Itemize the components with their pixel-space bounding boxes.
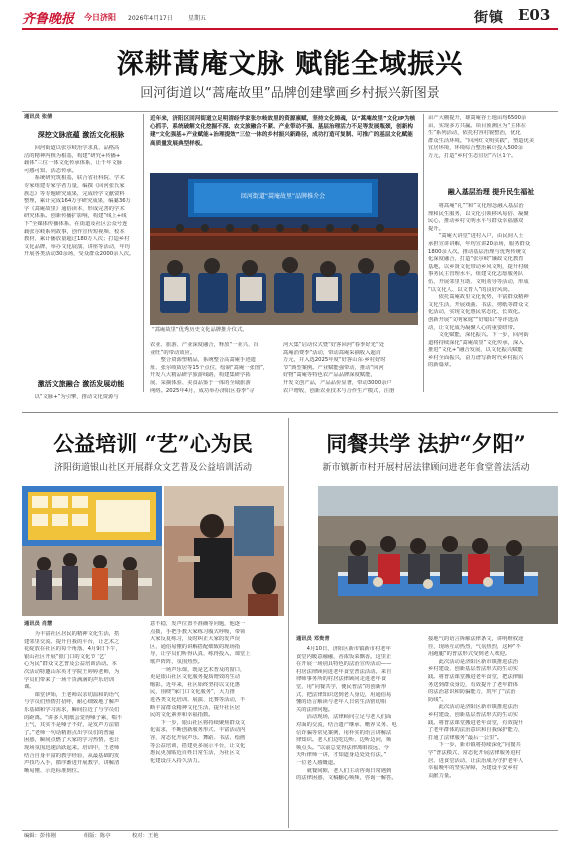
footer-layout: 组版：陈亭 — [84, 833, 111, 839]
story2-subheadline: 济阳街道银山社区开展群众文艺普及公益培训活动 — [53, 463, 252, 473]
story1-subhead-2: 激活文旅融合 激活发展动能 — [37, 380, 125, 388]
footer-proofreader: 校对：王艳 — [132, 833, 159, 839]
masthead — [22, 4, 558, 30]
story1-mid-column-b: 河大集”启动仪式暨“好客回河”春季好光“处 蒿庵消费季”活动，带动蒿庵采摘收入超百 万元，并入选2025年度“好客山东·乡村好时 节”典型案例。产业赋能强带动，推动“回河 好物”蒿庵等特色农产品品牌深度赋能， 开发文创产品，产品品价显著，带动3000余户 农户增收，创新农业技术与合作生产模式，注册 — [283, 342, 395, 394]
story1-left-column-2: 以“文脉+”为引擎，推动文化资源与 — [24, 394, 119, 400]
issue-date: 2026年4月17日 — [128, 15, 173, 22]
story1-subhead-3: 融入基层治理 提升民生福祉 — [447, 188, 535, 196]
story3-column-b: 接地气的语言拆解法律条文，讲明维权途 径，现场互动热烈，气氛热烈，这种“不 用跑腿”的普法形式受到老人欢迎。 此次活动是济阳区新市镇推进法治 乡村建设、创新基层普法形式的生动实 践。将普法课堂搬进老年食堂，把法律服 务送到群众身边，有效提升了老年群体 的法治意识和防骗能力，筑牢了“法治 防线”。 此次活动是济阳区新市镇推进法治 乡村建设，创新基层普法形式的生动实 践。将普法课堂搬进老年食堂，有效提升 了老年群体的法治意识和自我保护能力， 打通了法律服务“最后一公里”。 下一步，新市镇将持续深化“同餐共 学”普法模式，常态化开展法律服务进村 居、进食堂活动，让法治成为守护老年人 幸福晚年的坚实屏障，为建设平安乡村 贡献力量。 — [428, 636, 524, 779]
story3-subheadline: 新市镇新市村开展村居法律顾问进老年食堂普法活动 — [322, 463, 530, 473]
column-divider — [143, 114, 144, 392]
lower-divider — [288, 418, 289, 828]
column-divider-right — [423, 114, 424, 392]
story1-subheadline: 回河街道以“蒿庵故里”品牌创建擘画乡村振兴新图景 — [140, 86, 440, 101]
section-rule — [22, 412, 558, 413]
headline-rule — [22, 111, 558, 112]
story1-lead: 近年来，济阳区回河街道立足明清经学家张尔岐故里的资源禀赋，坚持文化铸魂，以“蒿庵故里”文化IP为核心抓手，系统破解文化挖掘不深、农文旅融合不紧、产业带动不强、基层治理活力不足等发展瓶颈，创新构建“文化强基+产业赋能+治理提效”三位一体的乡村振兴新路径，成功打造可复制、可推广的基层文化赋能高质量发展典型样板。 — [150, 116, 416, 147]
story1-mid-column-a: 农业、旅游、产业深度融合，释放“一业兴、百 业旺”的带动效应。 整合资源塑精品，系统整合高蒿庵手迹遗 址、张尔岐故居等15个点位，绘制“蒿庵一张图”， 开发八大精品研学旅游线路，构建集研学拓 展、采摘体验、美食品鉴于一体的全域旅游 网络。2025年4月，成功举办济阳区春季“寻 — [150, 342, 269, 394]
story1-right-column-a: 亩产大棚提升，雄蒿庵谷土地亩均6500余 亩，实现多方共赢。项目预测区为“主体在 生”系列活动，依托村容村貌整治，优化 群众生活环境。“回河红文明实践”，塑造优美 宜居环境，环境综合整治累计投入500余 万元，打造“乡村生态宜居”片区1个。 — [428, 115, 535, 159]
story1-photo — [150, 173, 418, 325]
story2-column-b: 意不稳，发声位置不准确等问题，他逐一 点拨，手把手教大家练习腹式呼吸，带领 大家反复练习，及时纠正大家的发声误 区，通俗易懂的讲解搭配细致的现场指 导，让学员们听得认真、练得投入，课堂上 歌声阵阵，氛围热烈。 一场声乐课，既是艺术普及的窗口， 更是银山社区文化服务提质增效的生动 缩影。近年来，社区始终坚持以文化惠 民，围绕“家门口文化服务”，大力推 进各类文化培训、展演、比赛等活动，不 断丰富群众精神文化生活，提升社区居 民的文化素养和幸福指数。 下一步，银山社区将持续聚焦群众文 化需求，不断创新服务形式、丰富活动内 容，常态化开展声乐、舞蹈、书法、绘画 等公益培训，搭建更多展示平台，让文化 惠民更加贴近百姓日常生活，为社区文 化建设注入持久活力。 — [150, 621, 251, 764]
story1-headline: 深耕蒿庵文脉 赋能全域振兴 — [116, 49, 464, 80]
photo-banner-text: 回河街道“蒿庵故里”品牌推介会 — [240, 193, 326, 200]
section-name: 街镇 — [474, 10, 504, 26]
edition-label: 今日济阳 — [84, 13, 116, 22]
story2-photo-left — [22, 486, 162, 616]
story2-column-a: 为丰富社区居民的精神文化生活，搭 建邻里交流、提升自我的平台，让艺术之 花绽放在社区的每个角落，4月9日下午， 银山社区开展“银门口的文化节 ‘艺’ 心为民”群众文艺普及公益培训活动。本 次活动特邀山东英才学院王婷婷老师，为 学员们带来了一场干货满满的声乐培训 课。 课堂伊始，王老师以亲切温和的语气 与学员们热情打招呼，耐心细致地了解声 乐基础和学习需求，瞬间拉近了与学员们 的距离。“讲多人唱歌会觉得嗓子累，喘不 上气，其实不是嗓子不好，是发声方法错 了。”老师一句话精准点出学员们的普遍 困惑，瞬间点燃了大家的学习热情，也让 现场氛围迅速活跃起来。培训中，王老师 结合自身丰富的教学经验，从最基础的发 声技巧入手，循序渐进开展教学，讲解清 晰易懂、示范标准到位。 — [24, 631, 123, 774]
footer-editor: 编辑：彭伟刚 — [24, 833, 56, 839]
story1-left-column: 回河街道以张尔岐治学求真、品格高 洁的精神内核为根基，构建“研究+传播+ 载体”三位一体文化传承体系，让千年文脉 可感可知、活态传承。 系统研究筑根基，联合省社科院、学术 专家组建专家学者力量，编撰《回河张氏家 族志》等专题研究成果，完成经学文献资料 整理，累计完成164万字研究成果，编纂36万 字《蒿庵故里》通俗读本，形成完善的学术 研究体系。创新传播扩影响，构建“线上+线 下”全媒体传播体系，在街道及社区公众号连 载张尔岐系列故事，创作宣传短视频、校本 教材，累计播放量超过180万人次；打造乡村 文化品牌，举办文化展演、讲座等活动，年均 开展各类活动30余场，受众群众2000余人次。 — [24, 145, 135, 258]
story3-column-a: 4月10日，济阳区新市镇新市村老年 食堂内暖意融融，香浓饭菜飘香。这里正 在开展一场别具特色的法治宣传活动—— 村居法律顾问进老年食堂普法活动。来自 律师事务所的村居法律顾问走进老年食 堂，用“同餐共学，便民普法”的创新形 式，把法律知识送到老人身边，用通俗易 懂的语言解读与老年人日常生活密切相 关的法律问题。 活动现场，法律顾问立足与老人们面 对面的交流，结合遗产继承、赡养义务、电 信诈骗等常见案例，用朴实的语言讲解法 律知识。老人们边吃边听、边听边问，频 频点头。“以前总觉得法律离咱很远，今 天听律师一讲，才知道身边处处有法。” 一位老人感慨道。 就餐间隙，老人们主动咨询日常遇到 的法律困惑，文稿翻心频频，咨询一解答。 — [296, 646, 397, 782]
story2-byline: 通讯员 肖慧 — [24, 621, 53, 627]
story2-photo-right — [164, 486, 284, 616]
footer-rule — [22, 830, 558, 831]
story1-byline: 通讯员 张倩 — [24, 114, 53, 120]
masthead-rule — [22, 28, 558, 30]
story1-subhead-1: 深挖文脉底蕴 激活文化根脉 — [37, 131, 125, 139]
story2-headline: 公益培训 “艺”心为民 — [53, 431, 253, 456]
story3-photo — [318, 486, 558, 624]
issue-weekday: 星期五 — [188, 15, 207, 22]
newspaper-logo: 齐鲁晚报 — [22, 12, 75, 27]
story1-right-column-b: 将蒿庵“礼”“和”文化理念融入基层治 理和民生服务，以文化引领移风易俗、凝聚 民心，推动乡村文明水平与群众幸福感双 提升。 “蒿庵大讲堂”进村入户，由民间人士 承担宣讲讲解，年均宣讲20余场，服务群众 1800余人次。推动基层治理与优秀传统文 化深度融合，打造“张尔岐”廉政文化教育 基地，以乡贤文化带动乡风文明，提升村级 事务民主管理水平。组建文化志愿服务队 伍，开展邻里互助、文明劝导等活动，形成 “以文化人、以文育人”的良好风尚。 依托蒿庵故里文化优势，丰富群众精神 文化生活，开展戏曲、书法、剪纸等群众文 化活动，实现文化惠民常态化、长效化。 创新开展“文明家庭”“好媳妇”等评选活 动，让文化成为凝聚人心的重要纽带。 文化赋能，深化振兴。下一步，回河街 道将持续深化“蒿庵故里”文化传承，深入 推进“文化+”融合发展，以文化振兴赋能 乡村全面振兴，奋力谱写新时代乡村振兴 的新篇章。 — [428, 203, 531, 369]
story1-photo-caption: “蒿庵故里”优秀历史文化品牌推介仪式。 — [152, 327, 248, 333]
page-number: E03 — [518, 6, 551, 24]
story3-byline: 通讯员 邓贵青 — [296, 636, 330, 642]
story3-headline: 同餐共学 法护“夕阳” — [326, 431, 526, 456]
